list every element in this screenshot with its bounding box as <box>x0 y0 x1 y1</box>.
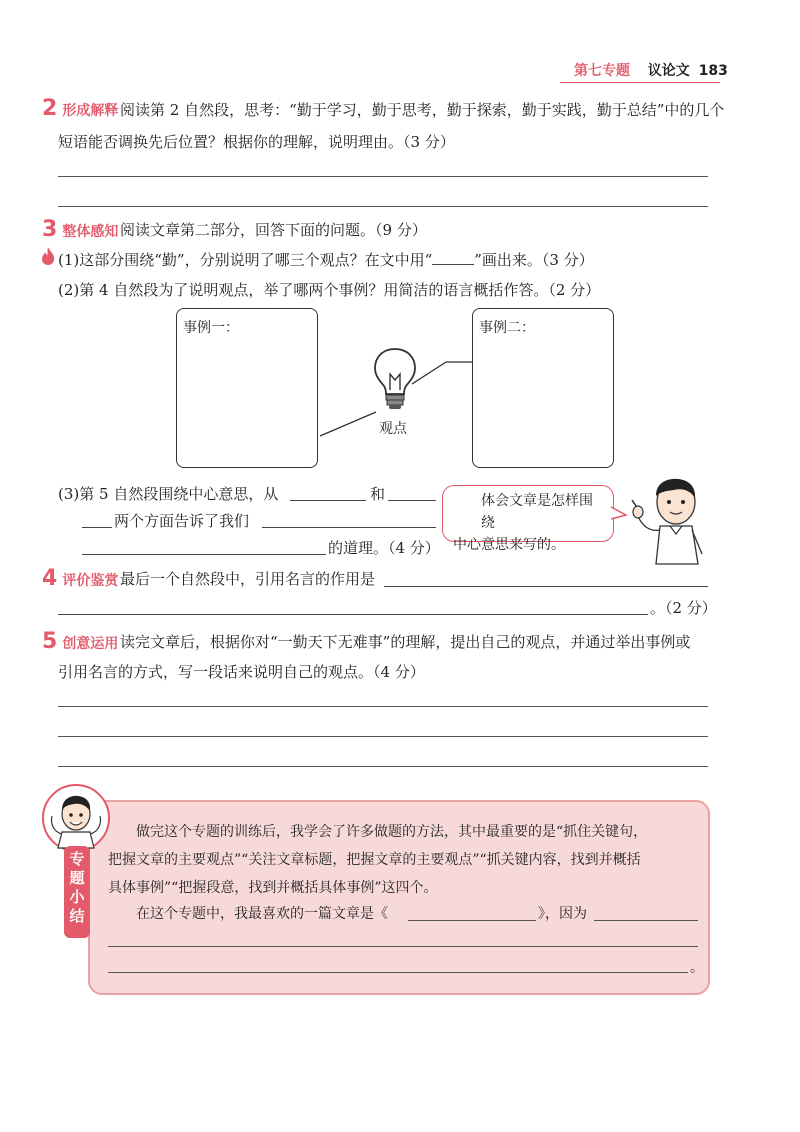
fill-blank[interactable] <box>388 500 436 501</box>
question-tag: 评价鉴赏 <box>62 573 119 589</box>
hint-line-2: 中心意思来写的。 <box>453 537 565 553</box>
question-tag: 创意运用 <box>62 636 119 652</box>
q3-sub3-c: 两个方面告诉了我们 <box>114 512 250 530</box>
question-4 <box>42 566 118 591</box>
question-5 <box>42 629 118 654</box>
question-2 <box>42 96 118 121</box>
question-number: 4 <box>42 566 58 591</box>
q4-text: 最后一个自然段中，引用名言的作用是 <box>120 570 376 588</box>
example-box-2[interactable] <box>472 308 614 468</box>
q3-sub1-b: ”画出来。（3 分） <box>474 251 594 269</box>
summary-tag <box>64 846 90 938</box>
question-3 <box>42 217 118 242</box>
question-tag: 整体感知 <box>62 224 119 240</box>
q2-line1: 阅读第 2 自然段，思考：“勤于学习，勤于思考，勤于探索，勤于实践，勤于总结”中的几个 <box>120 101 725 119</box>
summary-line-2: 把握文章的主要观点”“关注文章标题，把握文章的主要观点”“抓关键内容，找到并概括 <box>108 852 641 868</box>
summary-tag-char: 题 <box>69 869 85 887</box>
summary-line-3: 具体事例”“把握段意，找到并概括具体事例”这四个。 <box>108 880 438 896</box>
header-topic: 议论文 <box>647 63 690 79</box>
header-section: 第七专题 <box>574 63 630 79</box>
header <box>574 60 728 80</box>
answer-line[interactable] <box>58 766 708 767</box>
q3-sub3-a: (3)第 5 自然段围绕中心意思，从 <box>58 485 279 503</box>
answer-line[interactable] <box>384 586 708 587</box>
quote-blank[interactable] <box>432 252 474 265</box>
q5-line2: 引用名言的方式，写一段话来说明自己的观点。（4 分） <box>58 663 425 681</box>
example-box-1[interactable] <box>176 308 318 468</box>
q3-sub1 <box>58 250 594 270</box>
fill-blank[interactable] <box>262 527 436 528</box>
header-rule <box>560 82 720 83</box>
page-number: 183 <box>698 63 728 79</box>
flame-icon <box>40 246 56 266</box>
summary-tag-char: 结 <box>69 907 85 925</box>
question-number: 2 <box>42 96 58 121</box>
summary-line-4a: 在这个专题中，我最喜欢的一篇文章是《 <box>136 906 388 922</box>
summary-tag-char: 小 <box>69 888 85 906</box>
answer-line[interactable] <box>58 206 708 207</box>
answer-line[interactable] <box>58 736 708 737</box>
answer-line[interactable] <box>58 614 648 615</box>
avatar <box>40 782 112 854</box>
q2-line2: 短语能否调换先后位置？根据你的理解，说明理由。（3 分） <box>58 133 455 151</box>
favorite-article-blank[interactable] <box>408 920 536 921</box>
reason-line[interactable] <box>108 946 698 947</box>
summary-end-mark: 。 <box>690 960 704 976</box>
lightbulb-icon <box>370 346 420 416</box>
fill-blank[interactable] <box>290 500 366 501</box>
q3-sub2: (2)第 4 自然段为了说明观点，举了哪两个事例？用简洁的语言概括作答。（2 分） <box>58 281 601 299</box>
hint-line-1: 体会文章是怎样围绕 <box>481 493 593 531</box>
summary-tag-char: 专 <box>69 850 85 868</box>
bubble-tail <box>610 505 628 523</box>
fill-blank[interactable] <box>82 527 112 528</box>
summary-line-4b: 》，因为 <box>538 906 587 922</box>
viewpoint-label: 观点 <box>379 421 407 437</box>
q3-sub3-d: 的道理。（4 分） <box>328 539 440 557</box>
q5-line1: 读完文章后，根据你对“一勤天下无难事”的理解，提出自己的观点，并通过举出事例或 <box>120 633 691 651</box>
hint-bubble <box>442 485 614 553</box>
question-number: 3 <box>42 217 58 242</box>
summary-line-1: 做完这个专题的训练后，我学会了许多做题的方法，其中最重要的是“抓住关键句， <box>136 824 648 840</box>
example-label-1: 事例一： <box>183 320 239 336</box>
example-label-2: 事例二： <box>479 320 535 336</box>
answer-line[interactable] <box>58 706 708 707</box>
q3-sub3-b: 和 <box>370 485 386 503</box>
answer-line[interactable] <box>58 176 708 177</box>
q3-sub1-a: (1)这部分围绕“勤”，分别说明了哪三个观点？在文中用“ <box>58 251 433 269</box>
fill-blank[interactable] <box>82 554 326 555</box>
boy-illustration <box>628 474 714 566</box>
reason-line[interactable] <box>108 972 688 973</box>
reason-blank[interactable] <box>594 920 698 921</box>
question-tag: 形成解释 <box>62 103 119 119</box>
q4-score: 。（2 分） <box>650 599 717 617</box>
question-number: 5 <box>42 629 58 654</box>
q3-intro: 阅读文章第二部分，回答下面的问题。（9 分） <box>120 221 427 239</box>
